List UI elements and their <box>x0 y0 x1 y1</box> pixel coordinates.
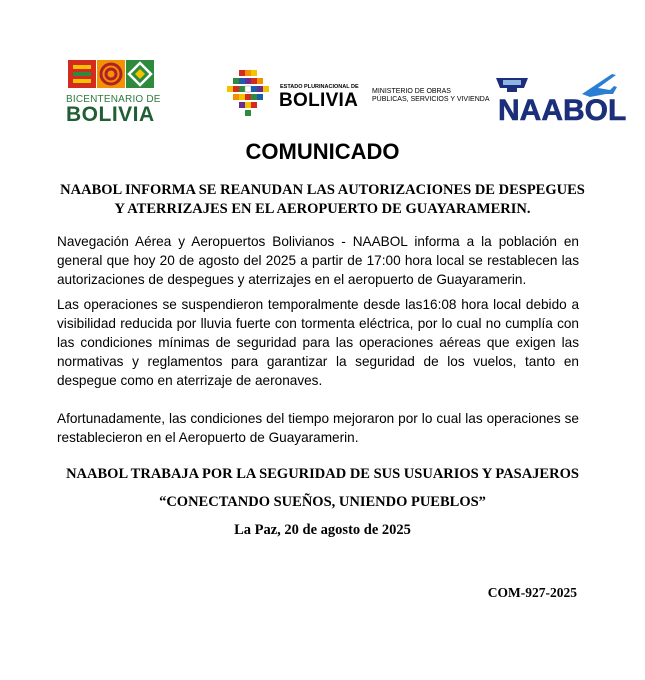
chakana-tile-icon <box>68 60 96 88</box>
place-date: La Paz, 20 de agosto de 2025 <box>234 522 411 538</box>
estado-bolivia: BOLIVIA <box>279 90 359 111</box>
spiral-tile-icon <box>97 60 125 88</box>
control-tower-icon <box>496 78 528 92</box>
bicentenario-bolivia: BOLIVIA <box>66 103 155 126</box>
document-code: COM-927-2025 <box>487 585 577 600</box>
paragraph-3: Afortunadamente, las condiciones del tiempo mejoraron por lo cual las operaciones se restablecieron en el Aeropuerto de Guayaramerin. <box>57 411 579 445</box>
headline <box>50 181 595 219</box>
bicentenario-label: BICENTENARIO DE <box>66 94 161 105</box>
motto-slogan: “CONECTANDO SUEÑOS, UNIENDO PUEBLOS” <box>159 494 486 510</box>
headline-line-1: NAABOL INFORMA SE REANUDAN LAS AUTORIZACIONES DE DESPEGUES <box>60 182 585 198</box>
page-title: COMUNICADO <box>245 139 400 164</box>
bicentenario-logo <box>66 60 162 130</box>
ministerio-line-2: PÚBLICAS, SERVICIOS Y VIVIENDA <box>372 96 490 103</box>
naabol-logo <box>494 66 634 124</box>
paragraph-1: Navegación Aérea y Aeropuertos Bolivianos - NAABOL informa a la población en general que hoy 20 de agosto del 2025 a partir de 17:00 hora local se restablecen las autorizaciones de despegues y aterrizajes en el aeropuerto de Guayaramerin. <box>57 234 579 287</box>
paragraph-2: Las operaciones se suspendieron temporalmente desde las16:08 hora local debido a visibilidad reducida por lluvia fuerte con tormenta eléctrica, por lo cual no cumplía con las condiciones mínimas de seguridad para las operaciones aéreas que exigen las normativas y reglamentos para garantizar la seguridad de los vuelos, tanto en despegue como en aterrizaje de aeronaves. <box>57 297 579 388</box>
naabol-wordmark: NAABOL <box>498 94 627 124</box>
bicentenario-tiles <box>68 60 162 88</box>
estado-plurinacional-logo <box>222 70 358 118</box>
wiphala-emblem-icon <box>222 70 274 118</box>
ministerio-line-1: MINISTERIO DE OBRAS <box>372 88 451 95</box>
estado-label: ESTADO PLURINACIONAL DE <box>280 84 359 90</box>
headline-line-2: Y ATERRIZAJES EN EL AEROPUERTO DE GUAYARAMERIN. <box>114 201 531 217</box>
ministerio-logo <box>372 88 490 104</box>
diamond-tile-icon <box>126 60 154 88</box>
motto-security: NAABOL TRABAJA POR LA SEGURIDAD DE SUS USUARIOS Y PASAJEROS <box>66 466 579 482</box>
